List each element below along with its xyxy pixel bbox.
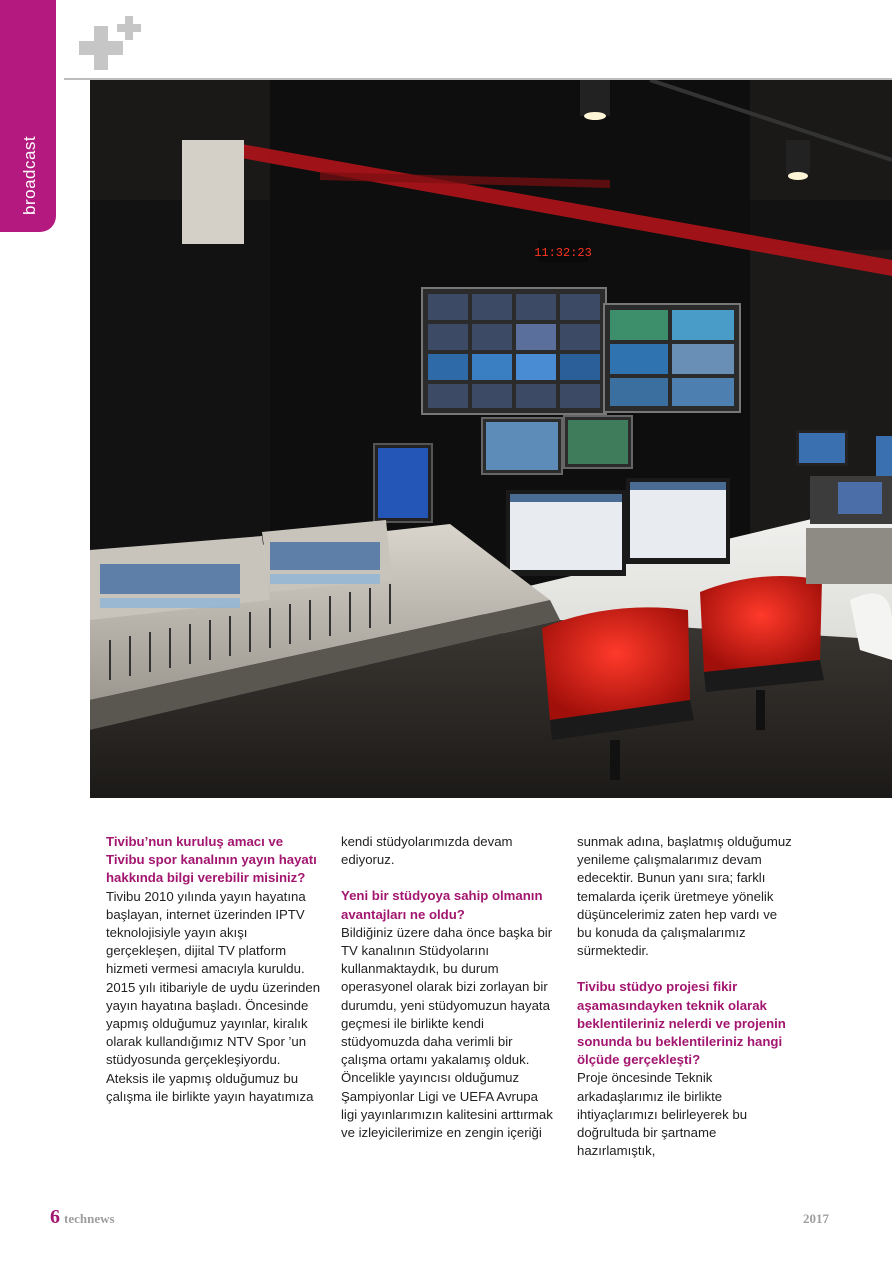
studio-photo <box>90 80 892 798</box>
section-tab <box>0 0 56 232</box>
footer-year: 2017 <box>803 1211 829 1226</box>
question-heading: Yeni bir stüdyoya sahip olmanın avantajları ne oldu? <box>341 888 543 922</box>
question-heading: Tivibu stüdyo projesi fikir aşamasındayken teknik olarak beklentileriniz nelerdi ve projenin sonunda bu beklentileriniz hangi ölçüde gerçekleşti? <box>577 979 786 1068</box>
footer-brand: technews <box>64 1211 115 1226</box>
body-paragraph: sunmak adına, başlatmış olduğumuz yenileme çalışmalarımız devam edecektir. Bunun yanı sıra; farklı temalarda içerik üretmeye yönelik düşüncelerimiz zaten hep vardı ve bu konuda da çalışmalarımız sürmektedir. <box>577 834 792 959</box>
question-heading: Tivibu’nun kuruluş amacı ve Tivibu spor kanalının yayın hayatı hakkında bilgi verebilir misiniz? <box>106 834 317 886</box>
answer-paragraph: Tivibu 2010 yılında yayın hayatına başlayan, internet üzerinden IPTV teknolojisiyle yayın akışı gerçekleşen, dijital TV platform hizmeti vermesi amacıyla kuruldu. 2015 yılı itibariyle de uydu üzerinden yayın hayatına başladı. Öncesinde yapmış olduğumuz yayınlar, kiralık olarak kullandığımız NTV Spor ’un stüdyosunda gerçekleşiyordu. Ateksis ile yapmış olduğumuz bu çalışma ile birlikte yayın hayatımıza <box>106 888 321 1104</box>
plus-logo-icon <box>78 16 144 72</box>
page-number: 6 <box>50 1206 60 1228</box>
article-column-2 <box>341 833 556 1142</box>
section-label: broadcast <box>20 135 39 215</box>
answer-paragraph: Proje öncesinde Teknik arkadaşlarımız ile birlikte ihtiyaçlarımızı belirleyerek bu doğrultuda bir şartname hazırlamıştık, <box>577 1070 748 1159</box>
body-paragraph: kendi stüdyolarımızda devam ediyoruz. <box>341 834 513 868</box>
answer-paragraph: Bildiğiniz üzere daha önce başka bir TV kanalının Stüdyolarını kullanmaktaydık, bu durum operasyonel olarak bizi zorlayan bir durumdu, yeni stüdyomuzun hayata geçmesi ile birlikte kendi stüdyomuzda daha verimli bir çalışma ortamı yakalamış olduk. Öncelikle yayıncısı olduğumuz Şampiyonlar Ligi ve UEFA Avrupa ligi yayınlarımızın kalitesini arttırmak ve izleyicilerimize en zengin içeriği <box>341 924 553 1141</box>
studio-clock: 11:32:23 <box>534 246 592 260</box>
article-column-3 <box>577 833 792 1160</box>
article-column-1 <box>106 833 321 1106</box>
